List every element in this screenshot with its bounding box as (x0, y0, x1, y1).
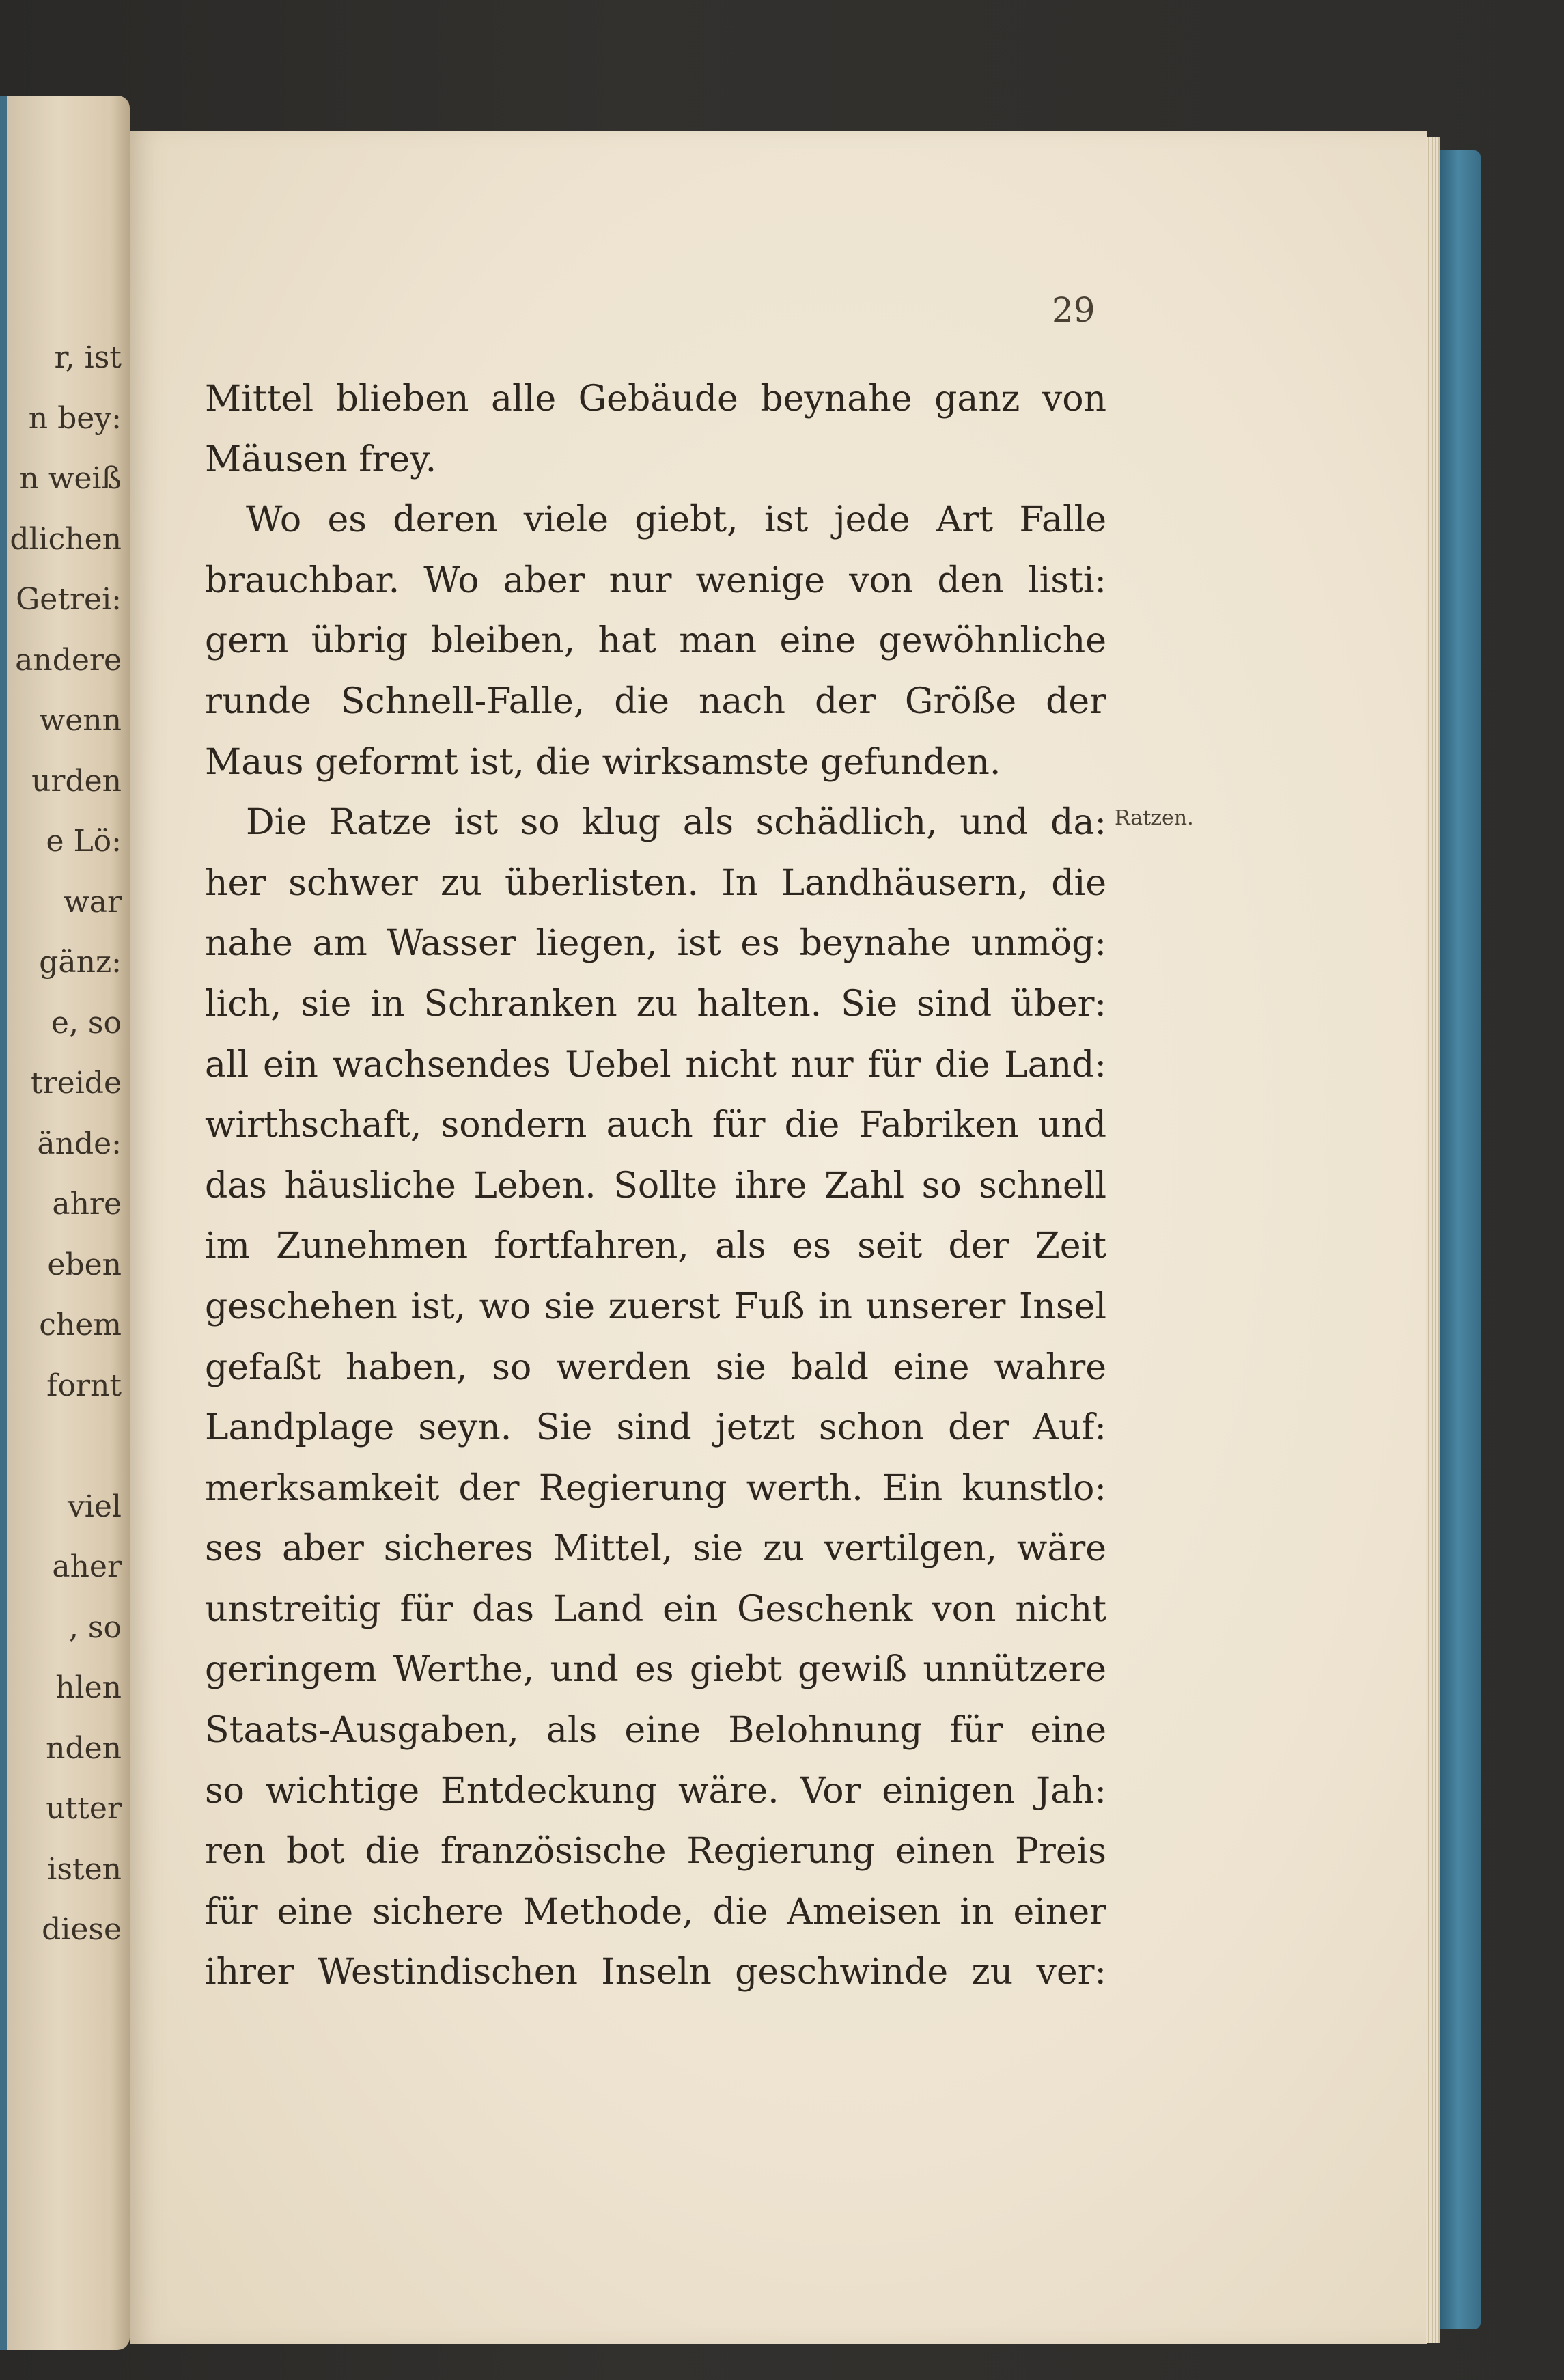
left-fragment: chem (39, 1307, 122, 1342)
text-line: runde Schnell-Falle, die nach der Größe der (205, 680, 1106, 722)
text-line: im Zunehmen fortfahren, als es seit der Zeit (205, 1226, 1106, 1267)
text-line: das häusliche Leben. Sollte ihre Zahl so schnell (205, 1165, 1106, 1206)
text-line: Landplage seyn. Sie sind jetzt schon der Auf: (205, 1407, 1106, 1449)
left-fragment: viel (67, 1489, 122, 1524)
text-line: unstreitig für das Land ein Geschenk von nicht (205, 1588, 1106, 1630)
left-fragment: Getrei: (16, 582, 122, 617)
text-line: lich, sie in Schranken zu halten. Sie sind über: (205, 983, 1106, 1025)
left-fragment: aher (52, 1549, 122, 1584)
page-block-edge (1426, 137, 1440, 2343)
text-line: gern übrig bleiben, hat man eine gewöhnliche (205, 620, 1106, 662)
margin-note: Ratzen. (1115, 806, 1194, 830)
left-fragment: r, ist (54, 340, 122, 375)
left-fragment: war (64, 884, 122, 919)
left-fragment: isten (47, 1851, 122, 1887)
left-fragment: ände: (37, 1126, 122, 1161)
left-fragment: hlen (55, 1670, 122, 1705)
text-line: Mittel blieben alle Gebäude beynahe ganz von (205, 378, 1106, 419)
text-line: her schwer zu überlisten. In Landhäusern, die (205, 862, 1106, 904)
text-line: Staats-Ausgaben, als eine Belohnung für eine (205, 1710, 1106, 1752)
text-line: all ein wachsendes Uebel nicht nur für die Land: (205, 1044, 1106, 1085)
text-line: ses aber sicheres Mittel, sie zu vertilgen, wäre (205, 1528, 1106, 1570)
page-number: 29 (1052, 290, 1095, 330)
left-fragment: wenn (39, 703, 122, 738)
right-cover-edge (1440, 150, 1481, 2329)
text-line: Die Ratze ist so klug als schädlich, und da: (246, 802, 1106, 844)
text-line: wirthschaft, sondern auch für die Fabriken und (205, 1105, 1106, 1146)
left-fragment: diese (42, 1912, 122, 1947)
text-line: geringem Werthe, und es giebt gewiß unnützere (205, 1649, 1106, 1691)
left-fragment: utter (46, 1791, 122, 1826)
left-page-text-fragments (0, 328, 122, 1961)
left-fragment: nden (46, 1730, 122, 1766)
left-fragment: e, so (51, 1005, 122, 1040)
left-fragment: n bey: (28, 400, 122, 436)
text-line: Wo es deren viele giebt, ist jede Art Falle (246, 499, 1106, 541)
text-line: für eine sichere Methode, die Ameisen in einer (205, 1891, 1106, 1933)
left-facing-page (0, 96, 130, 2350)
left-fragment: , so (68, 1609, 122, 1645)
left-fragment: urden (31, 763, 122, 799)
text-line: ren bot die französische Regierung einen Preis (205, 1831, 1106, 1872)
text-line: so wichtige Entdeckung wäre. Vor einigen Jah: (205, 1770, 1106, 1812)
left-fragment: n weiß (19, 461, 122, 496)
left-fragment: fornt (46, 1368, 122, 1403)
left-fragment (0, 1416, 122, 1477)
left-fragment: ahre (52, 1187, 122, 1221)
text-line: geschehen ist, wo sie zuerst Fuß in unserer Insel (205, 1286, 1106, 1327)
text-line: ihrer Westindischen Inseln geschwinde zu ver: (205, 1952, 1106, 1993)
page-body-text (205, 369, 1106, 2003)
text-line: Mäusen frey. (205, 439, 437, 480)
text-line: gefaßt haben, so werden sie bald eine wahre (205, 1346, 1106, 1388)
text-line: Maus geformt ist, die wirksamste gefunden. (205, 741, 1001, 783)
left-fragment: e Lö: (46, 824, 122, 859)
left-fragment: dlichen (10, 521, 122, 557)
left-fragment: eben (47, 1247, 122, 1282)
text-line: nahe am Wasser liegen, ist es beynahe unmög: (205, 923, 1106, 965)
left-fragment: gänz: (39, 945, 122, 980)
text-line: brauchbar. Wo aber nur wenige von den listi: (205, 559, 1106, 601)
left-fragment: andere (15, 642, 122, 678)
left-fragment: treide (30, 1066, 122, 1101)
text-line: merksamkeit der Regierung werth. Ein kunstlo: (205, 1467, 1106, 1509)
